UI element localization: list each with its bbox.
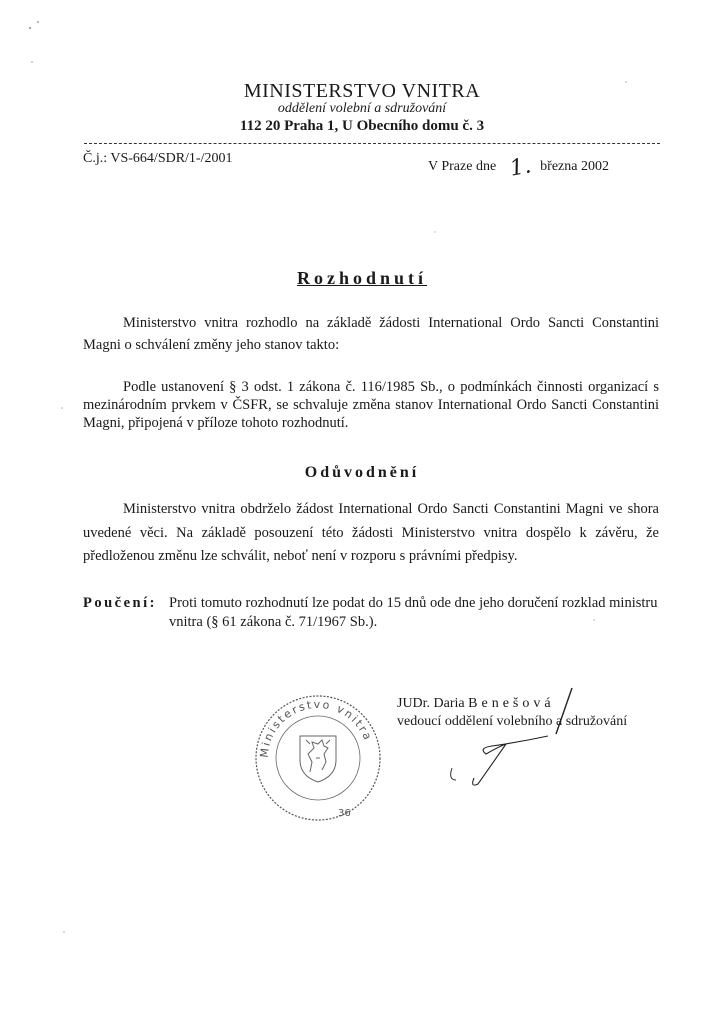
decision-heading: Rozhodnutí <box>296 268 428 288</box>
department-name: oddělení volební a sdružování <box>277 101 447 116</box>
stamp-text: Ministerstvo vnitra <box>257 697 375 759</box>
instruction-label: Poučení: <box>83 595 157 611</box>
decision-text-2: Podle ustanovení § 3 odst. 1 zákona č. 116/1985 Sb., o podmínkách činnosti organizací s mezinárodním prvkem v ČSFR, se schvaluje změna stanov International Ordo Sancti Constantini Magni, připojená v příloze tohoto rozhodnutí. <box>83 379 659 431</box>
instruction-text: Proti tomuto rozhodnutí lze podat do 15 dnů ode dne jeho doručení rozklad ministru vnitra (§ 61 zákona č. 71/1967 Sb.). <box>169 595 658 630</box>
signatory-surname: Benešová <box>468 696 555 711</box>
reasoning-text: Ministerstvo vnitra obdrželo žádost International Ordo Sancti Constantini Magni ve shora uvedené věci. Na základě posouzení této žádosti Ministerstvo vnitra dospělo k závěru, že předloženou změnu lze schválit, neboť není v rozporu s právními předpisy. <box>83 501 659 564</box>
date-prefix: V Praze dne <box>428 159 497 174</box>
ministry-title: MINISTERSTVO VNITRA <box>243 80 481 102</box>
signatory-title: JUDr. Daria <box>397 696 465 711</box>
signatory-role: vedoucí oddělení volebního a sdružování <box>397 714 628 729</box>
reasoning-heading: Odůvodnění <box>304 464 420 481</box>
stamp-number: 36 <box>338 808 351 819</box>
ministry-address: 112 20 Praha 1, U Obecního domu č. 3 <box>239 118 485 134</box>
reference-number: Č.j.: VS-664/SDR/1-/2001 <box>83 151 233 166</box>
date-day: 1. <box>507 153 533 182</box>
decision-text-1: Ministerstvo vnitra rozhodlo na základě žádosti International Ordo Sancti Constantini Magni o schválení změny jeho stanov takto: <box>83 315 659 353</box>
date-suffix: března 2002 <box>540 159 609 174</box>
